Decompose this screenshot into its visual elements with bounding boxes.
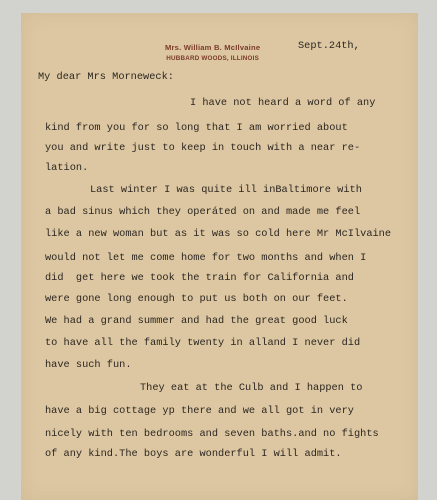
body-line: have a big cottage yp there and we all got in very bbox=[45, 405, 354, 417]
body-line: They eat at the Culb and I happen to bbox=[140, 382, 363, 394]
body-line: would not let me come home for two months and when I bbox=[45, 252, 367, 264]
body-line: like a new woman but as it was so cold here Mr McIlvaine bbox=[45, 228, 392, 240]
letterhead-name: Mrs. William B. McIlvaine bbox=[165, 43, 261, 52]
body-line: to have all the family twenty in alland I never did bbox=[45, 337, 361, 349]
letterhead bbox=[165, 42, 260, 64]
letterhead-place: HUBBARD WOODS, ILLINOIS bbox=[166, 55, 259, 62]
body-line: lation. bbox=[45, 162, 89, 174]
body-line: did get here we took the train for California and bbox=[45, 272, 354, 284]
body-line: have such fun. bbox=[45, 359, 132, 371]
salutation: My dear Mrs Morneweck: bbox=[38, 71, 174, 83]
body-line: kind from you for so long that I am worried about bbox=[45, 122, 348, 134]
body-line: We had a grand summer and had the great good luck bbox=[45, 315, 348, 327]
body-line: nicely with ten bedrooms and seven baths.and no fights bbox=[45, 428, 379, 440]
body-line: you and write just to keep in touch with a near re- bbox=[45, 142, 361, 154]
body-line: a bad sinus which they operáted on and made me feel bbox=[45, 206, 361, 218]
body-line: of any kind.The boys are wonderful I will admit. bbox=[45, 448, 342, 460]
body-line: Last winter I was quite ill inBaltimore with bbox=[90, 184, 362, 196]
letter-date: Sept.24th, bbox=[298, 40, 360, 52]
body-line: were gone long enough to put us both on our feet. bbox=[45, 293, 348, 305]
body-line: I have not heard a word of any bbox=[190, 97, 376, 109]
